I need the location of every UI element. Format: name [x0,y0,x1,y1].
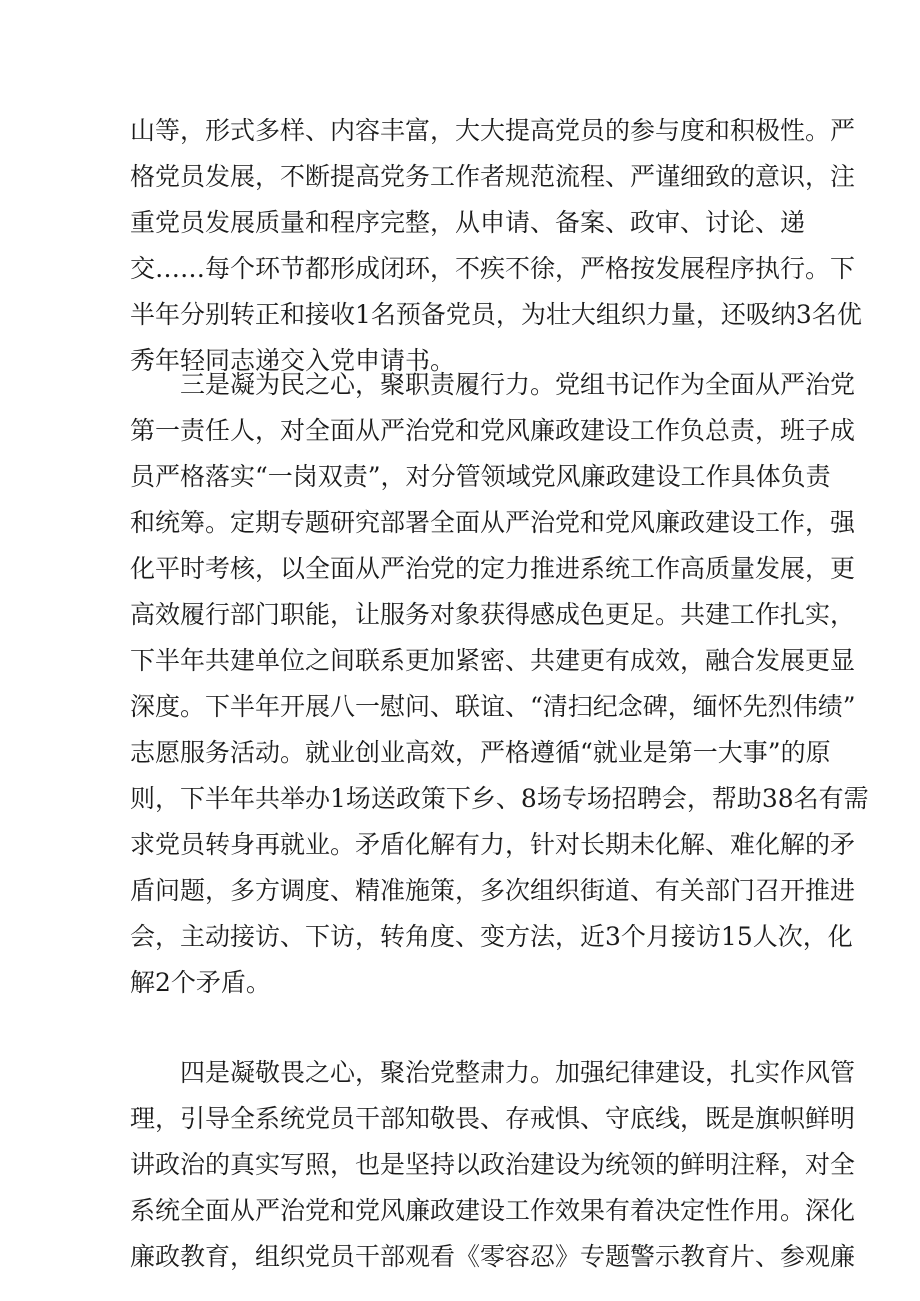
paragraph-discipline [130,1050,856,1280]
text-line: 第一责任人，对全面从严治党和党风廉政建设工作负总责，班子成 [130,416,856,445]
text-line: 讲政治的真实写照，也是坚持以政治建设为统领的鲜明注释，对全 [130,1150,856,1179]
text-line: 四是凝敬畏之心，聚治党整肃力。加强纪律建设，扎实作风管 [180,1058,856,1087]
text-line: 三是凝为民之心，聚职责履行力。党组书记作为全面从严治党 [180,370,856,399]
text-line: 求党员转身再就业。矛盾化解有力，针对长期未化解、难化解的矛 [130,830,856,859]
text-line: 员严格落实“一岗双责”，对分管领域党风廉政建设工作具体负责 [130,462,831,491]
text-line: 和统筹。定期专题研究部署全面从严治党和党风廉政建设工作，强 [130,508,856,537]
text-line: 则，下半年共举办1场送政策下乡、8场专场招聘会，帮助38名有需 [130,784,869,813]
paragraph-serve-people [130,362,869,1006]
text-line: 高效履行部门职能，让服务对象获得感成色更足。共建工作扎实， [130,600,856,629]
text-line: 理，引导全系统党员干部知敬畏、存戒惧、守底线，既是旗帜鲜明 [130,1104,856,1133]
text-line: 交……每个环节都形成闭环，不疾不徐，严格按发展程序执行。下 [130,254,856,283]
paragraph-party-member-development [130,108,862,384]
text-line: 深度。下半年开展八一慰问、联谊、“清扫纪念碑，缅怀先烈伟绩” [130,692,856,721]
text-line: 格党员发展，不断提高党务工作者规范流程、严谨细致的意识，注 [130,162,856,191]
text-line: 下半年共建单位之间联系更加紧密、共建更有成效，融合发展更显 [130,646,856,675]
text-line: 盾问题，多方调度、精准施策，多次组织街道、有关部门召开推进 [130,876,856,905]
text-line: 系统全面从严治党和党风廉政建设工作效果有着决定性作用。深化 [130,1196,856,1225]
text-line: 山等，形式多样、内容丰富，大大提高党员的参与度和积极性。严 [130,116,856,145]
text-line: 秀年轻同志递交入党申请书。 [130,346,456,375]
text-line: 会，主动接访、下访，转角度、变方法，近3个月接访15人次，化 [130,922,853,951]
text-line: 半年分别转正和接收1名预备党员，为壮大组织力量，还吸纳3名优 [130,300,862,329]
text-line: 重党员发展质量和程序完整，从申请、备案、政审、讨论、递 [130,208,806,237]
text-line: 志愿服务活动。就业创业高效，严格遵循“就业是第一大事”的原 [130,738,831,767]
text-line: 廉政教育，组织党员干部观看《零容忍》专题警示教育片、参观廉 [130,1242,856,1271]
text-line: 化平时考核，以全面从严治党的定力推进系统工作高质量发展，更 [130,554,856,583]
text-line: 解2个矛盾。 [130,968,271,997]
